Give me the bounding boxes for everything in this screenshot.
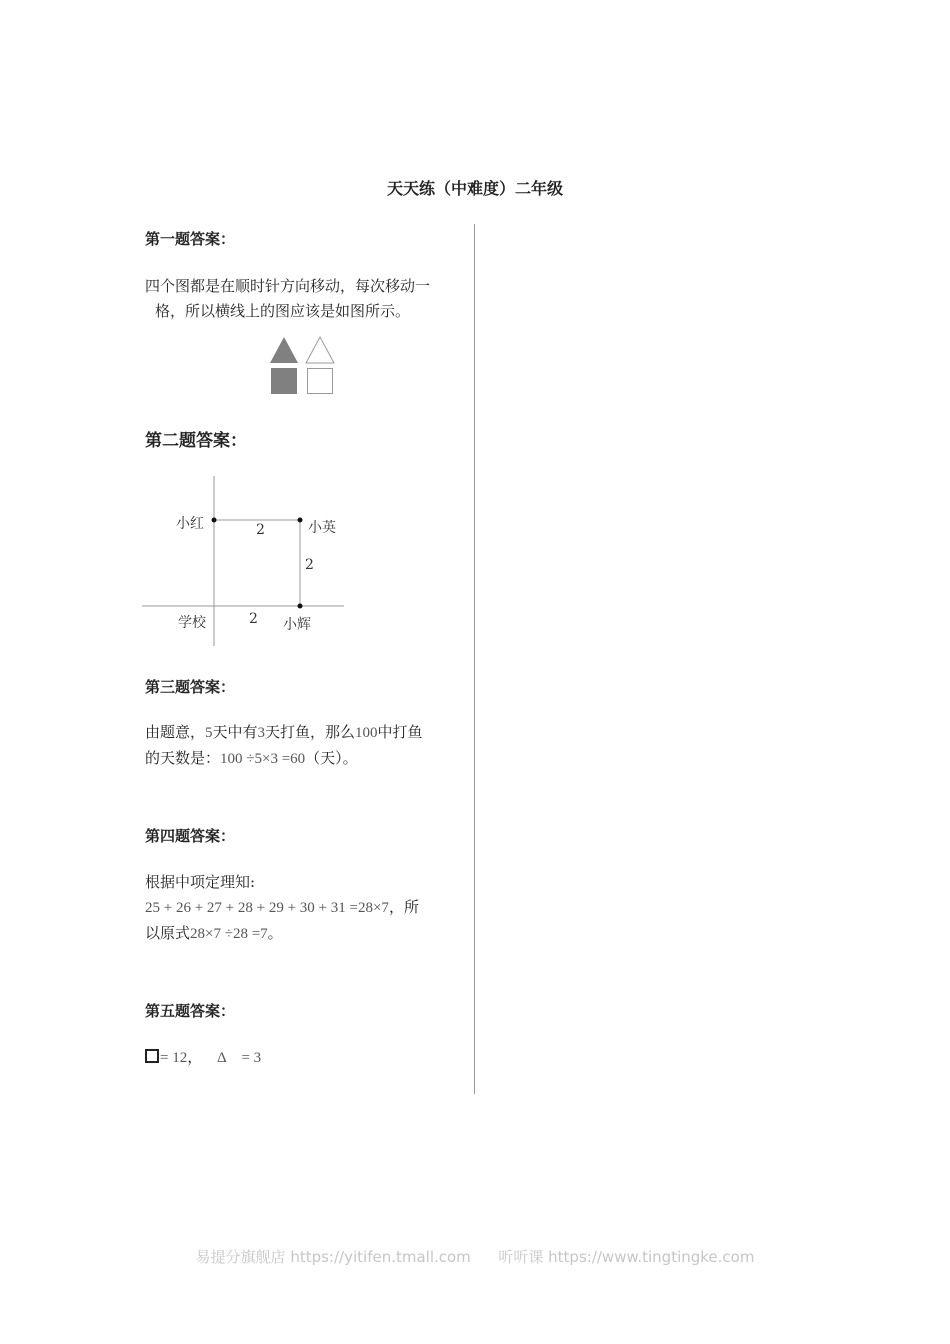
q2-heading: 第二题答案： [145, 431, 247, 451]
q2-map-lines [140, 476, 350, 648]
q3-l1-g: 中打鱼 [377, 723, 423, 741]
q3-l2-c: （天）。 [305, 749, 358, 767]
q4-line1: 根据中项定理知: [145, 873, 256, 891]
q4-l3-a: 以原式 [145, 924, 191, 942]
footer-site-url[interactable]: https://www.tingtingke.com [548, 1248, 755, 1266]
xiaoying-point [298, 518, 303, 523]
q3-line2 [145, 746, 463, 772]
column-divider [474, 224, 475, 1094]
q4-sum-formula: 25 + 26 + 27 + 28 + 29 + 30 + 31 =28×7 [145, 900, 389, 916]
q4-l3-tail: 。 [267, 924, 283, 942]
q3-l1-d: 3 [257, 725, 266, 741]
q5-answer [145, 1045, 463, 1071]
q4-l2-tail: ，所 [388, 898, 419, 916]
q1-text-line2: 格，所以横线上的图应该是如图所示。 [155, 302, 411, 320]
q3-l1-c: 天中有 [212, 723, 258, 741]
footer-site-label: 听听课 [498, 1248, 544, 1266]
footer-watermark [0, 1246, 950, 1267]
q3-heading: 第三题答案： [145, 678, 236, 696]
q3-formula: 100 ÷5×3 =60 [220, 751, 306, 767]
q3-line1 [145, 720, 463, 746]
q4-heading: 第四题答案： [145, 827, 236, 845]
q4-line3 [145, 921, 463, 947]
xiaohui-point [298, 604, 303, 609]
q3-l1-a: 由题意， [145, 723, 206, 741]
q3-text [145, 720, 463, 772]
label-distance-right: 2 [305, 557, 314, 573]
label-xiaohong: 小红 [176, 516, 204, 532]
q3-l1-f: 100 [355, 725, 378, 741]
q3-l1-b: 5 [205, 725, 213, 741]
filled-square-icon [271, 368, 297, 394]
q4-text [145, 870, 463, 947]
q1-text-line1: 四个图都是在顺时针方向移动，每次移动一 [145, 277, 431, 295]
outline-triangle-icon [306, 337, 334, 363]
xiaohong-point [212, 518, 217, 523]
q3-l1-e: 天打鱼，那么 [265, 723, 356, 741]
label-xiaohui: 小辉 [283, 617, 311, 633]
footer-shop-url[interactable]: https://yitifen.tmall.com [290, 1248, 471, 1266]
q5-heading: 第五题答案： [145, 1002, 236, 1020]
square-icon [145, 1049, 159, 1063]
q3-l2-a: 的天数是： [145, 749, 221, 767]
footer-shop-label: 易提分旗舰店 [195, 1248, 286, 1266]
filled-triangle-icon [270, 337, 298, 363]
q4-result-formula: 28×7 ÷28 =7 [190, 926, 268, 942]
outline-square-icon [308, 369, 333, 394]
q1-text [145, 274, 463, 324]
triangle-icon: Δ [217, 1050, 227, 1066]
q1-heading: 第一题答案： [145, 230, 236, 248]
page-title: 天天练（中难度）二年级 [386, 179, 563, 198]
label-distance-bottom: 2 [249, 611, 258, 627]
label-xuexiao: 学校 [178, 615, 206, 631]
label-distance-top: 2 [256, 522, 265, 538]
q5-box-value: = 12 [160, 1050, 188, 1066]
q4-line2 [145, 895, 463, 921]
q1-answer-figure [266, 334, 338, 398]
q5-separator: ， [187, 1048, 203, 1066]
label-xiaoying: 小英 [308, 520, 336, 536]
q2-map-diagram [140, 476, 350, 648]
q5-triangle-value: = 3 [241, 1050, 262, 1066]
